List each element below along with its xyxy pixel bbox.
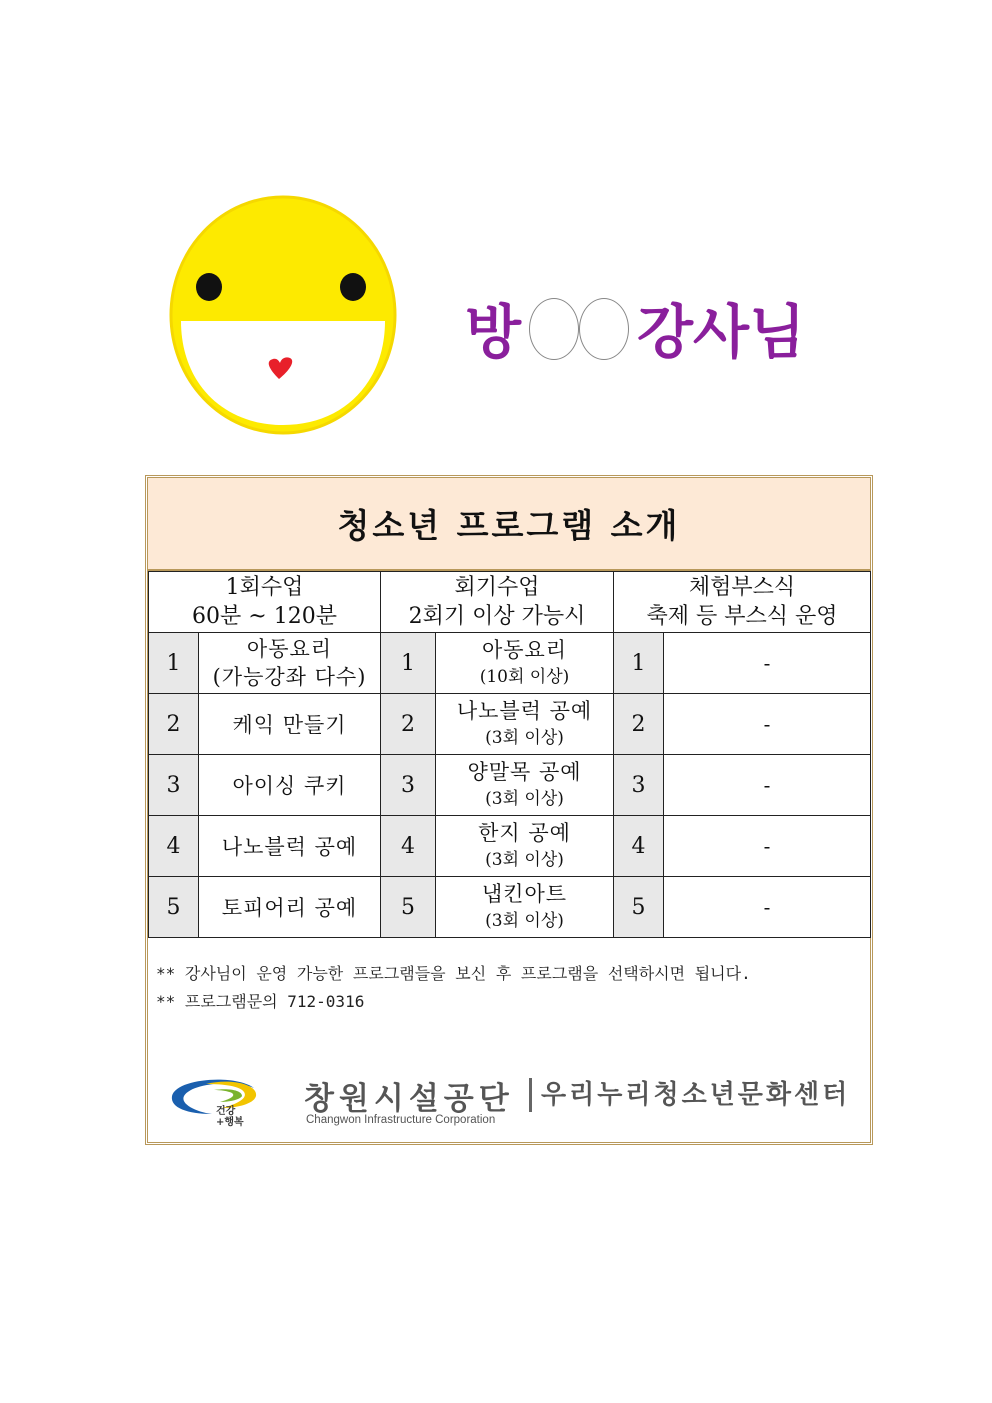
- card-title: 청소년 프로그램 소개: [148, 478, 870, 571]
- program-name: 나노블럭 공예: [221, 835, 358, 859]
- org-name: 창원시설공단: [304, 1081, 514, 1117]
- table-row: [149, 633, 871, 694]
- teacher-name-prefix: 방: [465, 298, 522, 366]
- session-program: [436, 694, 614, 755]
- program-name: 아동요리: [246, 637, 333, 661]
- smiley-face-icon: [163, 193, 403, 438]
- row-number: 1: [381, 633, 436, 694]
- row-number: 3: [614, 755, 664, 816]
- note-selection: ** 강사님이 운영 가능한 프로그램들을 보신 후 프로그램을 선택하시면 됩니다.: [156, 964, 751, 983]
- row-number: 1: [614, 633, 664, 694]
- session-program: [436, 816, 614, 877]
- column-header: [614, 572, 871, 633]
- session-program: [436, 755, 614, 816]
- column-subtitle: 2회기 이상 가능시: [408, 604, 586, 629]
- row-number: 2: [614, 694, 664, 755]
- name-mask: [529, 294, 629, 360]
- table-row: [149, 755, 871, 816]
- teacher-name: [465, 287, 805, 367]
- program-note: (가능강좌 다수): [212, 665, 367, 689]
- column-title: 회기수업: [454, 575, 540, 600]
- note-contact: ** 프로그램문의 712-0316: [156, 992, 365, 1011]
- single-program: [199, 877, 381, 938]
- notes: [156, 960, 751, 1016]
- row-number: 4: [381, 816, 436, 877]
- booth-program: -: [664, 755, 871, 816]
- mask-oval: [529, 298, 579, 360]
- program-name: 토피어리 공예: [221, 896, 358, 920]
- single-program: [199, 755, 381, 816]
- program-name: 케익 만들기: [232, 713, 347, 737]
- program-note: (10회 이상): [479, 667, 570, 687]
- slogan: 건강 +행복: [216, 1106, 244, 1128]
- mask-oval: [579, 298, 629, 360]
- column-subtitle: 축제 등 부스식 운영: [646, 604, 838, 629]
- booth-program: -: [664, 633, 871, 694]
- single-program: [199, 816, 381, 877]
- org-name-en: Changwon Infrastructure Corporation: [306, 1114, 496, 1126]
- row-number: 5: [149, 877, 199, 938]
- footer: [166, 1068, 856, 1138]
- program-table: [148, 571, 871, 938]
- program-name: 한지 공예: [478, 821, 571, 845]
- row-number: 3: [149, 755, 199, 816]
- row-number: 4: [149, 816, 199, 877]
- session-program: [436, 877, 614, 938]
- program-card: [145, 475, 873, 1145]
- booth-program: -: [664, 816, 871, 877]
- program-name: 나노블럭 공예: [456, 699, 593, 723]
- program-name: 아동요리: [481, 638, 568, 662]
- booth-program: -: [664, 694, 871, 755]
- column-header: [381, 572, 614, 633]
- program-note: (3회 이상): [485, 911, 564, 931]
- row-number: 5: [614, 877, 664, 938]
- table-row: [149, 694, 871, 755]
- row-number: 2: [149, 694, 199, 755]
- table-header-row: [149, 572, 871, 633]
- center-name: 우리누리청소년문화센터: [541, 1080, 851, 1110]
- single-program: [199, 694, 381, 755]
- single-program: [199, 633, 381, 694]
- row-number: 2: [381, 694, 436, 755]
- program-note: (3회 이상): [485, 789, 564, 809]
- row-number: 3: [381, 755, 436, 816]
- program-note: (3회 이상): [485, 728, 564, 748]
- row-number: 1: [149, 633, 199, 694]
- program-name: 양말목 공예: [467, 760, 582, 784]
- row-number: 4: [614, 816, 664, 877]
- column-title: 체험부스식: [688, 575, 796, 600]
- table-row: [149, 877, 871, 938]
- booth-program: -: [664, 877, 871, 938]
- session-program: [436, 633, 614, 694]
- program-name: 아이싱 쿠키: [232, 774, 347, 798]
- row-number: 5: [381, 877, 436, 938]
- column-header: [149, 572, 381, 633]
- divider: [529, 1078, 532, 1112]
- column-subtitle: 60분 ~ 120분: [192, 604, 337, 629]
- program-name: 냅킨아트: [481, 882, 568, 906]
- program-note: (3회 이상): [485, 850, 564, 870]
- table-row: [149, 816, 871, 877]
- column-title: 1회수업: [225, 575, 304, 600]
- teacher-name-suffix: 강사님: [637, 298, 806, 366]
